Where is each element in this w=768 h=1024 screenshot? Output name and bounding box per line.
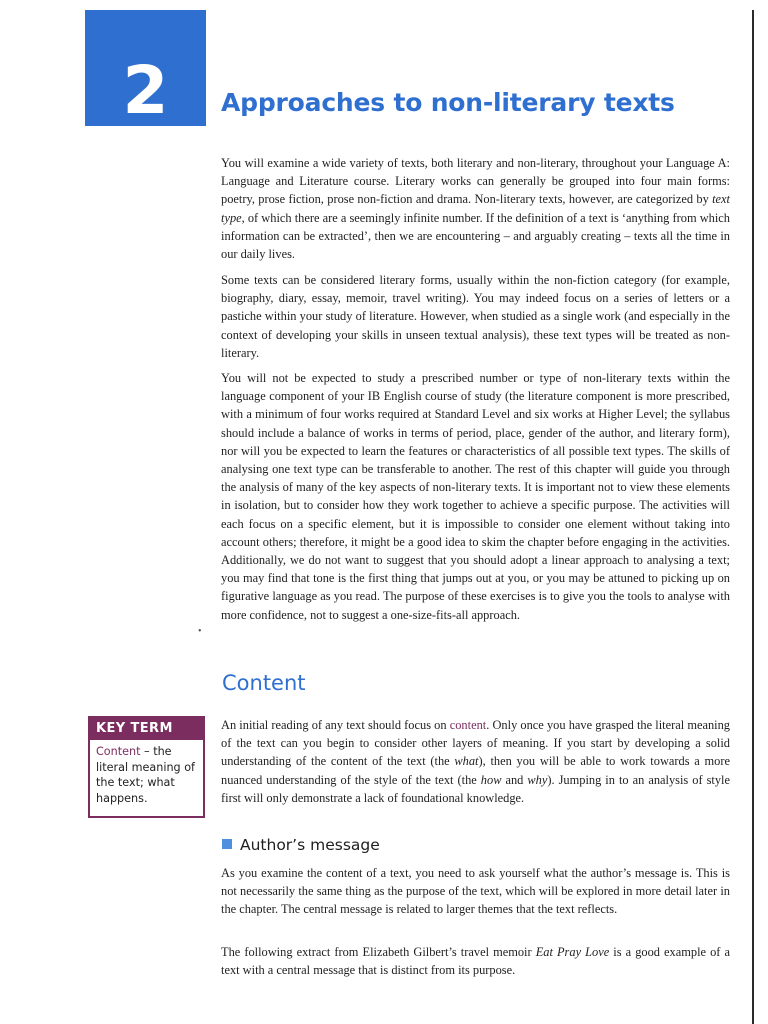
text-run: . Only once you have grasped the literal meaning of the text can you begin to consider other layers of meaning. If you start by developing a solid understanding of the content of the text (the [221, 718, 730, 769]
chapter-number: 2 [122, 52, 169, 129]
text-run: You will not be expected to study a prescribed number or type of non-literary texts within the language component of your IB English course of study (the literature component is more prescribed, with a minimum of four works required at Standard Level and six works at Higher Level; the syllabus should include a balance of works in terms of period, place, gender of the author, and literary form), nor will you be expected to learn the features or characteristics of all possible text types. The skills of analysing one text type can be transferable to another. The rest of this chapter will guide you through the analysis of many of the key aspects of non-literary texts. It is important not to view these elements in isolation, but to consider how they work together to achieve a specific purpose. The activities will each focus on a specific element, but it is impossible to consider one element without taking into account others; therefore, it might be a good idea to skim the chapter before engaging in the activities. Additionally, we do not want to suggest that you should adopt a linear approach to analysing a text; you may find that tone is the first thing that jumps out at you, or you may be attuned to picking up on figurative language as you read. The purpose of these exercises is to give you the tools to analyse with more confidence, not to suggest a one-size-fits-all approach. [221, 371, 730, 622]
text-run: , of which there are a seemingly infinite number. If the definition of a text is ‘anything from which information can be extracted’, then we are encountering – and arguably creating – texts all the time in our daily lives. [221, 210, 730, 262]
text-run: how [480, 772, 502, 787]
authors-message-heading-text: Author’s message [240, 836, 380, 854]
intro-paragraph-1 [221, 154, 730, 263]
text-run: As you examine the content of a text, you need to ask yourself what the author’s message is. This is not necessarily the same thing as the purpose of the text, which will be explored in more detail later in the chapter. The central message is related to larger themes that the text reflects. [221, 866, 730, 917]
text-run: why [527, 772, 548, 787]
margin-mark: • [198, 626, 202, 637]
text-run: Some texts can be considered literary forms, usually within the non-fiction category (for example, biography, diary, essay, memoir, travel writing). You may indeed focus on a series of letters or a pastiche within your study of literature. However, when studied as a single work (and especially in the context of developing your skills in unseen textual analysis), these text types will be treated as non-literary. [221, 273, 730, 360]
text-run: is a good example of a text with a central message that is distinct from its purpose. [221, 945, 730, 978]
text-run: content [449, 718, 487, 732]
text-run: and [501, 772, 528, 787]
text-run: what [454, 754, 479, 769]
intro-paragraph-2 [221, 271, 730, 362]
content-section-heading: Content [222, 671, 306, 695]
square-bullet-icon [222, 839, 232, 849]
text-run: You will examine a wide variety of texts, both literary and non-literary, throughout your Language A: Language and Literature course. Literary works can generally be grouped into four main forms: poetry, prose fiction, prose non-fiction and drama. Non-literary texts, however, are categorized by [221, 156, 730, 207]
text-run: ), then you will be able to work towards a more nuanced understanding of the style of the text (the [221, 754, 730, 787]
key-term-definition: – the literal meaning of the text; what happens. [96, 745, 195, 805]
authors-message-heading [222, 836, 380, 854]
text-run: The following extract from Elizabeth Gilbert’s travel memoir [221, 945, 536, 959]
intro-paragraph-3 [221, 369, 730, 624]
text-run: text type [221, 192, 730, 225]
authors-message-paragraph-1 [221, 864, 730, 919]
key-term-box [88, 716, 205, 818]
chapter-number-box [85, 10, 206, 129]
text-run: ). Jumping in to an analysis of style first will only demonstrate a lack of foundational knowledge. [221, 772, 730, 805]
key-term-word: Content [96, 745, 141, 758]
text-run: Eat Pray Love [535, 945, 610, 959]
text-run: An initial reading of any text should focus on [221, 718, 450, 732]
page-edge-line [752, 10, 754, 1024]
chapter-title: Approaches to non-literary texts [221, 88, 675, 117]
key-term-heading: KEY TERM [90, 718, 203, 740]
key-term-body [90, 740, 203, 810]
authors-message-paragraph-2 [221, 943, 730, 979]
content-paragraph [221, 716, 730, 807]
